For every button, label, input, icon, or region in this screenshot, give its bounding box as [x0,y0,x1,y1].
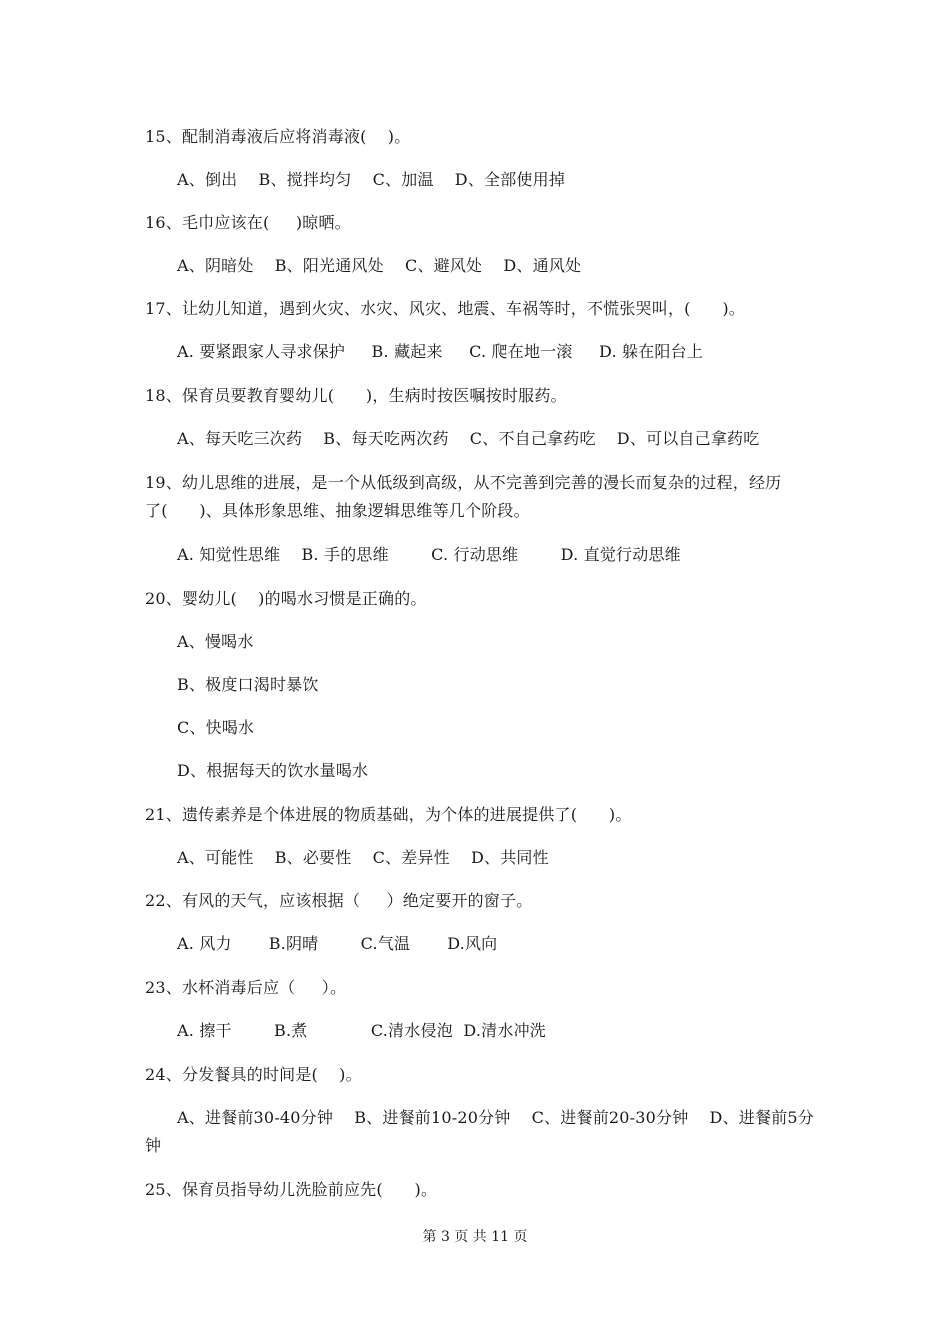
question-18-options: A、每天吃三次药 B、每天吃两次药 C、不自己拿药吃 D、可以自己拿药吃 [177,429,760,448]
question-19-stem-continued: 了( )、具体形象思维、抽象逻辑思维等几个阶段。 [145,501,530,520]
question-24-options: A、进餐前30-40分钟 B、进餐前10-20分钟 C、进餐前20-30分钟 D、进餐前5分 [177,1108,814,1127]
question-17-options: A. 要紧跟家人寻求保护 B. 藏起来 C. 爬在地一滚 D. 躲在阳台上 [177,342,704,361]
question-16-options: A、阴暗处 B、阳光通风处 C、避风处 D、通风处 [177,256,582,275]
question-23-stem: 23、水杯消毒后应（ ）。 [145,978,347,997]
question-18-stem: 18、保育员要教育婴幼儿( )，生病时按医嘱按时服药。 [145,386,567,405]
question-25-stem: 25、保育员指导幼儿洗脸前应先( )。 [145,1180,438,1199]
question-22-options: A. 风力 B.阴晴 C.气温 D.风向 [177,934,498,953]
question-23-options: A. 擦干 B.煮 C.清水侵泡 D.清水冲洗 [177,1021,546,1040]
question-22-stem: 22、有风的天气，应该根据（ ）绝定要开的窗子。 [145,891,533,910]
question-20-stem: 20、婴幼儿( )的喝水习惯是正确的。 [145,589,427,608]
question-20-option-a: A、慢喝水 [177,632,254,651]
question-20-option-c: C、快喝水 [177,718,255,737]
question-17-stem: 17、让幼儿知道，遇到火灾、水灾、风灾、地震、车祸等时，不慌张哭叫，( )。 [145,299,745,318]
question-21-stem: 21、遗传素养是个体进展的物质基础，为个体的进展提供了( )。 [145,805,632,824]
question-20-option-d: D、根据每天的饮水量喝水 [177,761,369,780]
question-16-stem: 16、毛巾应该在( )晾晒。 [145,213,351,232]
question-24-options-continued: 钟 [145,1136,162,1155]
question-15-options: A、倒出 B、搅拌均匀 C、加温 D、全部使用掉 [177,170,566,189]
question-19-options: A. 知觉性思维 B. 手的思维 C. 行动思维 D. 直觉行动思维 [177,545,681,564]
question-24-stem: 24、分发餐具的时间是( )。 [145,1065,362,1084]
page-footer: 第 3 页 共 11 页 [422,1229,528,1245]
question-20-option-b: B、极度口渴时暴饮 [177,675,319,694]
question-19-stem: 19、幼儿思维的进展，是一个从低级到高级，从不完善到完善的漫长而复杂的过程，经历 [145,473,782,492]
question-15-stem: 15、配制消毒液后应将消毒液( )。 [145,127,411,146]
question-21-options: A、可能性 B、必要性 C、差异性 D、共同性 [177,848,549,867]
